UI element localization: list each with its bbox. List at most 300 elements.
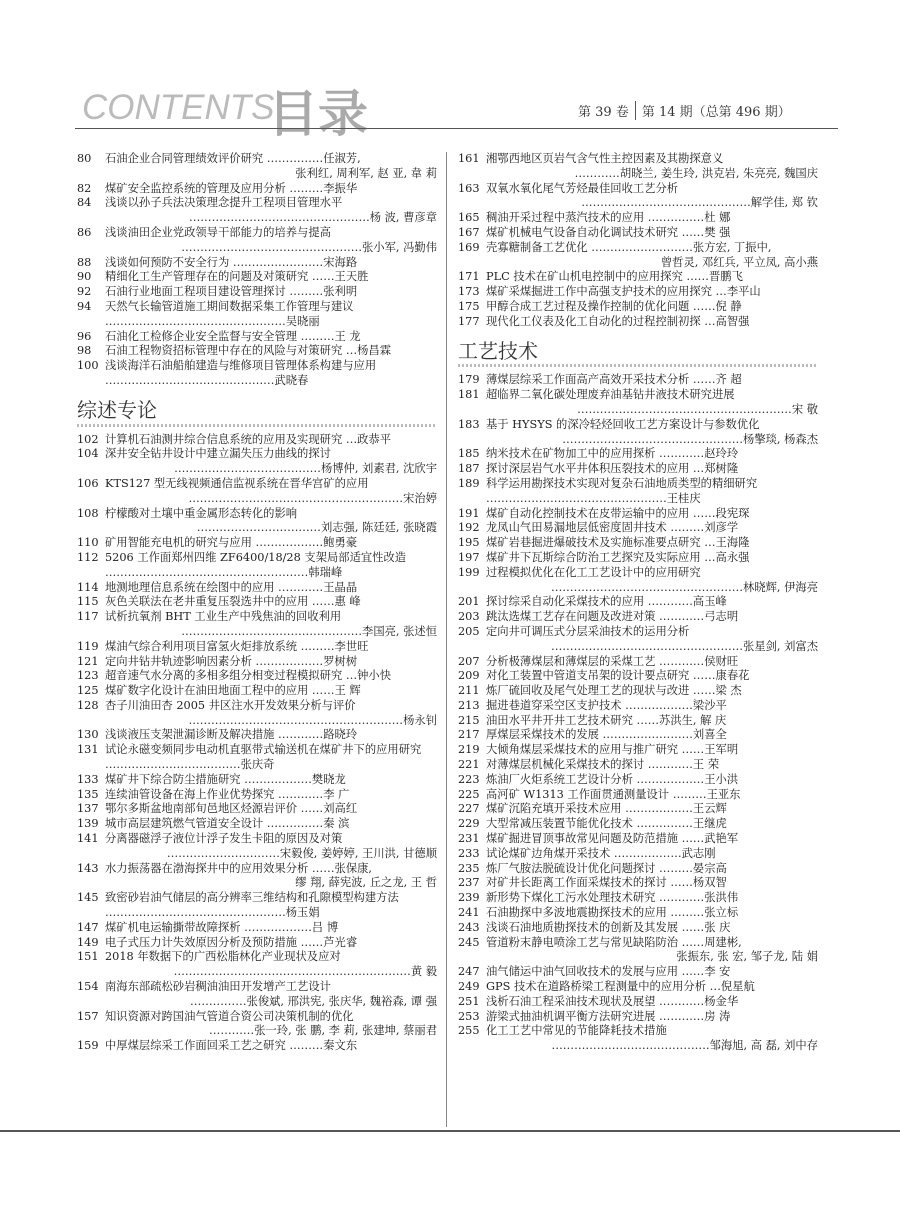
toc-entry[interactable]	[458, 373, 818, 388]
article-title: 过程模拟优化在化工工艺设计中的应用研究	[486, 565, 701, 579]
page-number: 82	[77, 181, 92, 195]
article-authors: ………………………………………………………黄 毅	[173, 965, 437, 979]
toc-entry[interactable]	[77, 152, 437, 182]
toc-entry[interactable]	[458, 418, 818, 448]
toc-entry[interactable]	[77, 610, 437, 640]
page-number: 191	[458, 506, 480, 520]
page-number: 199	[458, 565, 480, 579]
article-title: 管道粉末静电喷涂工艺与常见缺陷防治 ……周建彬,	[486, 935, 742, 949]
toc-entry[interactable]	[77, 699, 437, 729]
article-authors: 张振东, 张 宏, 邹子龙, 陆 娟	[676, 950, 818, 964]
page-number: 131	[77, 743, 99, 757]
page-number: 217	[458, 728, 480, 742]
toc-entry[interactable]	[77, 256, 437, 271]
page-number: 147	[77, 920, 99, 934]
page-number: 205	[458, 624, 480, 638]
page-number: 215	[458, 713, 480, 727]
article-title: 浅谈以孙子兵法决策理念提升工程项目管理水平	[105, 196, 343, 210]
toc-entry[interactable]	[77, 581, 437, 596]
article-title: 大倾角煤层采煤技术的应用与推广研究 ……王军明	[486, 743, 739, 757]
toc-entry[interactable]	[458, 595, 818, 610]
toc-entry[interactable]	[77, 330, 437, 345]
toc-entry[interactable]	[77, 891, 437, 921]
article-authors: ……………张俊斌, 邢洪宪, 张庆华, 魏裕森, 谭 强	[190, 994, 437, 1008]
article-title: 新形势下煤化工污水处理技术研究 …………张洪伟	[486, 891, 739, 905]
article-title: 探讨深层岩气水平井体积压裂技术的应用 …郑树隆	[486, 462, 739, 476]
page-number: 231	[458, 832, 480, 846]
article-title: 掘进巷道穿采空区支护技术 ………………梁沙平	[486, 698, 727, 712]
article-title: 油田水平井开井工艺技术研究 ……苏洪生, 解 庆	[486, 713, 727, 727]
article-title: KTS127 型无线视频通信监视系统在晋华宫矿的应用	[105, 476, 369, 490]
article-title: 试论永磁变频同步电动机直驱带式输送机在煤矿井下的应用研究 ………………………………张庆奇	[105, 743, 422, 772]
toc-entry[interactable]	[458, 743, 818, 758]
article-title: 超音速气水分离的多相多组分相变过程模拟研究 …钟小快	[105, 669, 392, 683]
toc-entry[interactable]	[458, 477, 818, 507]
toc-entry[interactable]	[77, 921, 437, 936]
toc-entry[interactable]	[458, 906, 818, 921]
article-title: 分析极薄煤层和薄煤层的采煤工艺 …………侯财旺	[486, 654, 739, 668]
article-title: 地测地理信息系统在绘图中的应用 …………王晶晶	[105, 580, 358, 594]
toc-entry[interactable]	[77, 728, 437, 743]
page-number: 177	[458, 314, 480, 328]
toc-entry[interactable]	[77, 447, 437, 477]
page-number: 255	[458, 1024, 480, 1038]
toc-entry[interactable]	[77, 1039, 437, 1054]
page-number: 125	[77, 684, 99, 698]
article-title: 煤矿沉陷充填开采技术应用 ………………王云辉	[486, 802, 727, 816]
page-number: 225	[458, 787, 480, 801]
toc-entry[interactable]	[458, 521, 818, 536]
toc-entry[interactable]	[458, 285, 818, 300]
toc-entry[interactable]	[77, 196, 437, 226]
page-number: 137	[77, 802, 99, 816]
page-number: 219	[458, 743, 480, 757]
article-authors: …………………………宋毅俊, 姜婷婷, 王川洪, 甘德顺	[166, 846, 437, 860]
toc-entry[interactable]	[458, 788, 818, 803]
toc-entry[interactable]	[458, 300, 818, 315]
article-title: 城市高层建筑燃气管道安全设计 ……………秦 滨	[105, 817, 350, 831]
page-number: 100	[77, 359, 99, 373]
toc-entry[interactable]	[77, 433, 437, 448]
article-title: 炼油厂火炬系统工艺设计分析 ………………王小洪	[486, 772, 739, 786]
toc-entry[interactable]	[77, 980, 437, 1010]
article-title: 定向井钻井轨迹影响因素分析 ………………罗树树	[105, 654, 358, 668]
article-title: 油气储运中油气回收技术的发展与应用 ……李 安	[486, 965, 731, 979]
article-title: 对化工装置中管道支吊架的设计要点研究 ……康春花	[486, 669, 750, 683]
page-number: 141	[77, 832, 99, 846]
page-number: 84	[77, 196, 92, 210]
article-title: 中厚煤层综采工作面回采工艺之研究 ………秦文东	[105, 1039, 358, 1053]
toc-entry[interactable]	[77, 300, 437, 330]
toc-entry[interactable]	[458, 447, 818, 462]
article-title: GPS 技术在道路桥梁工程测量中的应用分析 …倪星航	[486, 980, 755, 994]
toc-entry[interactable]	[77, 1010, 437, 1040]
page-number: 121	[77, 654, 99, 668]
toc-entry[interactable]	[77, 832, 437, 862]
article-title: 致密砂岩油气储层的高分辨率三维结构和孔隙模型构建方法 …………………………………………杨玉娟	[105, 891, 399, 920]
issue-label: 第 14 期（总第 496 期）	[635, 101, 797, 120]
page-number: 96	[77, 329, 92, 343]
toc-entry[interactable]	[458, 462, 818, 477]
toc-entry[interactable]	[458, 921, 818, 936]
toc-entry[interactable]	[77, 817, 437, 832]
article-title: 定向井可调压式分层采油技术的运用分析	[486, 624, 690, 638]
article-title: 煤矿机电运输撕带故障探析 ………………吕 博	[105, 920, 339, 934]
page-number: 221	[458, 758, 480, 772]
page-number: 179	[458, 373, 480, 387]
toc-entry[interactable]	[458, 699, 818, 714]
page-number: 213	[458, 698, 480, 712]
page-number: 98	[77, 344, 92, 358]
toc-entry[interactable]	[458, 211, 818, 226]
toc-entry[interactable]	[77, 802, 437, 817]
article-title: 精细化工生产管理存在的问题及对策研究 ……王天胜	[105, 270, 369, 284]
toc-entry[interactable]	[458, 728, 818, 743]
toc-entry[interactable]	[458, 1024, 818, 1054]
page-number: 233	[458, 846, 480, 860]
page-number: 201	[458, 595, 480, 609]
article-title: 双氧水氧化尾气芳烃最佳回收工艺分析	[486, 181, 679, 195]
page-number: 192	[458, 521, 480, 535]
page-number: 133	[77, 772, 99, 786]
article-authors: …………………………………杨博仲, 刘素君, 沈欣宇	[174, 462, 437, 476]
toc-entry[interactable]	[458, 625, 818, 655]
page-number: 197	[458, 550, 480, 564]
toc-entry[interactable]	[77, 477, 437, 507]
article-title: 煤矿自动化控制技术在皮带运输中的应用 ……段宪琛	[486, 506, 750, 520]
page-number: 112	[77, 550, 99, 564]
article-title: 鄂尔多斯盆地南部旬邑地区烃源岩评价 ……刘高红	[105, 802, 358, 816]
footer-rule	[0, 1130, 900, 1132]
page-number: 143	[77, 861, 99, 875]
page-number: 189	[458, 476, 480, 490]
page-number: 223	[458, 772, 480, 786]
toc-entry[interactable]	[458, 388, 818, 418]
article-title: 煤矿井下综合防尘措施研究 ………………樊晓龙	[105, 772, 346, 786]
article-authors: …………………………………………………杨永钊	[188, 713, 437, 727]
article-title: 湘鄂西地区页岩气含气性主控因素及其勘探意义	[486, 152, 724, 165]
toc-entry[interactable]	[77, 226, 437, 256]
toc-entry[interactable]	[77, 344, 437, 359]
page-number: 171	[458, 270, 480, 284]
toc-entry[interactable]	[458, 714, 818, 729]
article-title: 5206 工作面郑州四维 ZF6400/18/28 支架局部适宜性改造 ………………………………………………韩瑞峰	[105, 550, 407, 579]
toc-entry[interactable]	[458, 226, 818, 241]
article-title: 深井安全钻井设计中建立漏失压力曲线的探讨	[105, 447, 331, 461]
page-number: 157	[77, 1009, 99, 1023]
article-authors: ……………………………刘志强, 陈廷廷, 张晓霞	[196, 521, 437, 535]
article-title: 薄煤层综采工作面高产高效开采技术分析 ……齐 超	[486, 373, 742, 387]
article-title: 煤矿采煤掘进工作中高强支护技术的应用探究 …李平山	[486, 285, 761, 299]
toc-entry[interactable]	[458, 566, 818, 596]
article-title: 浅谈石油地质勘探技术的创新及其发展 ……张 庆	[486, 920, 731, 934]
page-number: 88	[77, 255, 92, 269]
page-number: 135	[77, 787, 99, 801]
toc-entry[interactable]	[458, 684, 818, 699]
column-divider	[446, 152, 447, 1127]
toc-entry[interactable]	[458, 241, 818, 271]
article-title: 龙凤山气田易漏地层低密度固井技术 ………刘彦学	[486, 521, 739, 535]
toc-entry[interactable]	[458, 862, 818, 877]
toc-entry[interactable]	[77, 684, 437, 699]
toc-entry[interactable]	[458, 773, 818, 788]
article-authors: …………………………………………杨 波, 曹彦章	[188, 211, 437, 225]
page-number: 203	[458, 610, 480, 624]
page-number: 145	[77, 891, 99, 905]
toc-entry[interactable]	[77, 359, 437, 389]
page-number: 175	[458, 299, 480, 313]
page-number: 114	[77, 580, 99, 594]
toc-entry[interactable]	[77, 595, 437, 610]
page-number: 227	[458, 802, 480, 816]
page-number: 115	[77, 595, 99, 609]
page-number: 154	[77, 980, 99, 994]
article-title: 分离器磁浮子液位计浮子发生卡阻的原因及对策	[105, 832, 343, 846]
toc-entry[interactable]	[458, 936, 818, 966]
section-rule	[458, 364, 818, 367]
section-heading	[77, 397, 437, 427]
section-rule	[77, 424, 437, 427]
article-title: 稠油开采过程中蒸汽技术的应用 ……………杜 娜	[486, 211, 731, 225]
page-number: 253	[458, 1009, 480, 1023]
page-number: 110	[77, 536, 99, 550]
article-title: 计算机石油测井综合信息系统的应用及实现研究 …政恭平	[105, 432, 392, 446]
article-title: 炼厂硫回收及尾气处理工艺的现状与改进 ……梁 杰	[486, 684, 742, 698]
article-title: 柠檬酸对土壤中重金属形态转化的影响	[105, 506, 298, 520]
section-heading	[458, 338, 818, 368]
page-number: 108	[77, 506, 99, 520]
article-title: 矿用智能充电机的研究与应用 ………………鲍勇豪	[105, 536, 358, 550]
toc-entry[interactable]	[458, 551, 818, 566]
toc-entry[interactable]	[77, 950, 437, 980]
toc-entry[interactable]	[458, 507, 818, 522]
toc-entry[interactable]	[458, 610, 818, 625]
page-number: 123	[77, 669, 99, 683]
toc-entry[interactable]	[77, 788, 437, 803]
page-number: 181	[458, 388, 480, 402]
page-number: 90	[77, 270, 92, 284]
page-number: 239	[458, 891, 480, 905]
page-number: 94	[77, 299, 92, 313]
article-title: 炼厂气胺法脱硫设计优化问题探讨 ………晏宗高	[486, 861, 727, 875]
article-title: 基于 HYSYS 的深冷轻烃回收工艺方案设计与参数优化	[486, 417, 760, 431]
toc-entry[interactable]	[458, 832, 818, 847]
article-title: 连续油管设备在海上作业优势探究 …………李 广	[105, 787, 350, 801]
toc-entry[interactable]	[458, 270, 818, 285]
toc-entry[interactable]	[77, 285, 437, 300]
article-title: 浅析石油工程采油技术现状及展望 …………杨金华	[486, 994, 739, 1008]
article-title: 煤矿机械电气设备自动化调试技术研究 ……樊 强	[486, 225, 731, 239]
page-number: 128	[77, 698, 99, 712]
article-title: 游梁式抽油机调平衡方法研究进展 …………房 涛	[486, 1009, 731, 1023]
article-authors: …………………………………………杨擎琰, 杨森杰	[562, 432, 818, 446]
article-title: 厚煤层采煤技术的发展 ……………………刘喜全	[486, 728, 727, 742]
toc-entry[interactable]	[458, 891, 818, 906]
article-authors: …………………………………………………宋治婷	[188, 491, 437, 505]
page-number: 161	[458, 152, 480, 165]
article-title: 南海东部疏松砂岩稠油油田开发增产工艺设计	[105, 980, 331, 994]
article-title: 浅谈海洋石油船舶建造与维修项目管理体系构建与应用 ………………………………………武晓春	[105, 359, 377, 387]
article-authors: 张利红, 周利军, 赵 亚, 韋 莉	[295, 166, 437, 180]
article-title: 大型常减压装置节能优化技术 ……………王继虎	[486, 817, 727, 831]
article-title: 杏子川油田杏 2005 井区注水开发效果分析与评价	[105, 698, 356, 712]
article-title: 甲醇合成工艺过程及操作控制的优化问题 ……倪 静	[486, 299, 742, 313]
toc-entry[interactable]	[458, 669, 818, 684]
toc-entry[interactable]	[77, 270, 437, 285]
article-authors: ……………………………………………林晓辉, 伊海亮	[550, 580, 818, 594]
page-number: 163	[458, 181, 480, 195]
article-title: 煤矿岩巷掘进爆破技术及实施标准要点研究 …王海隆	[486, 536, 750, 550]
article-title: 超临界二氧化碳处理废弃油基钻井液技术研究进展	[486, 388, 735, 402]
toc-entry[interactable]	[458, 536, 818, 551]
article-title: 煤矿井下瓦斯综合防治工艺探究及实际应用 …高永强	[486, 550, 750, 564]
section-title: 工艺技术	[458, 338, 538, 363]
page-number: 241	[458, 906, 480, 920]
article-title: 石油化工检修企业安全监督与安全管理 ………王 龙	[105, 329, 361, 343]
article-title: 煤矿安全监控系统的管理及应用分析 ………李振华	[105, 181, 358, 195]
article-authors: 缪 翔, 薛宪波, 丘之龙, 王 哲	[295, 876, 437, 890]
page-number: 249	[458, 980, 480, 994]
page-number: 229	[458, 817, 480, 831]
right-column	[458, 152, 818, 1054]
article-title: 知识资源对跨国油气管道合资公司决策机制的优化	[105, 1009, 354, 1023]
page-number: 86	[77, 225, 92, 239]
toc-entry[interactable]	[77, 773, 437, 788]
page-number: 149	[77, 935, 99, 949]
article-title: 科学运用勘探技术实现对复杂石油地质类型的精细研究 …………………………………………王桂庆	[486, 476, 758, 505]
page-number: 183	[458, 417, 480, 431]
article-authors: 曾哲灵, 邓红兵, 平立凤, 高小燕	[660, 255, 818, 269]
article-title: 灰色关联法在老井重复压裂选井中的应用 ……惠 峰	[105, 595, 361, 609]
page-number: 211	[458, 684, 480, 698]
article-title: 高河矿 W1313 工作面贯通测量设计 ………王亚东	[486, 787, 741, 801]
page-number: 251	[458, 994, 480, 1008]
article-title: 石油行业地面工程项目建设管理探讨 ………张利明	[105, 285, 358, 299]
article-authors: …………张一玲, 张 鹏, 李 莉, 张建坤, 蔡丽君	[209, 1024, 437, 1038]
article-authors: …………胡晓兰, 姜生玲, 洪克岩, 朱亮亮, 魏国庆	[574, 166, 818, 180]
page-number: 195	[458, 536, 480, 550]
toc-entry[interactable]	[77, 669, 437, 684]
page-number: 165	[458, 211, 480, 225]
toc-entry[interactable]	[458, 182, 818, 212]
page-number: 159	[77, 1039, 99, 1053]
toc-entry[interactable]	[458, 1010, 818, 1025]
page-number: 92	[77, 285, 92, 299]
page-number: 80	[77, 152, 92, 165]
page-number: 119	[77, 639, 99, 653]
article-title: PLC 技术在矿山机电控制中的应用探究 ……晋鹏飞	[486, 270, 743, 284]
page-number: 139	[77, 817, 99, 831]
page-number: 167	[458, 225, 480, 239]
article-authors: …………………………………………张小军, 冯勤伟	[181, 240, 437, 254]
page-number: 151	[77, 950, 99, 964]
toc-entry[interactable]	[77, 536, 437, 551]
article-title: 浅谈油田企业党政领导干部能力的培养与提高	[105, 225, 331, 239]
section-title: 综述专论	[77, 397, 157, 422]
toc-entry[interactable]	[458, 315, 818, 330]
toc-entry[interactable]	[458, 758, 818, 773]
page-number: 104	[77, 447, 99, 461]
article-title: 煤矿数字化设计在油田地面工程中的应用 ……王 辉	[105, 684, 361, 698]
page-number: 106	[77, 476, 99, 490]
article-title: 浅谈如何预防不安全行为 ……………………宋海路	[105, 255, 358, 269]
header-rule	[75, 128, 838, 129]
article-title: 2018 年数据下的广西松脂林化产业现状及应对	[105, 950, 341, 964]
toc-entry[interactable]	[77, 655, 437, 670]
toc-entry[interactable]	[458, 817, 818, 832]
article-title: 对薄煤层机械化采煤技术的探讨 …………王 荣	[486, 758, 720, 772]
article-title: 试论煤矿边角煤开采技术 ………………武志刚	[486, 846, 716, 860]
article-title: 跳汰选煤工艺存在问题及改进对策 …………弓志明	[486, 610, 739, 624]
article-title: 石油工程物资招标管理中存在的风险与对策研究 …杨昌霖	[105, 344, 392, 358]
page-number: 235	[458, 861, 480, 875]
page-number: 169	[458, 240, 480, 254]
article-title: 煤油气综合利用项目富氢火炬排放系统 ………李世旺	[105, 639, 369, 653]
article-title: 天然气长输管道施工期间数据采集工作管理与建议 …………………………………………吴晓丽	[105, 299, 354, 328]
toc-entry[interactable]	[77, 640, 437, 655]
toc-entry[interactable]	[77, 743, 437, 773]
page-number: 209	[458, 669, 480, 683]
article-title: 水力振荡器在渤海探井中的应用效果分析 ……张保康,	[105, 861, 373, 875]
page-number: 207	[458, 654, 480, 668]
toc-entry[interactable]	[458, 152, 818, 182]
left-column	[77, 152, 437, 1054]
volume-label: 第 39 卷	[578, 105, 629, 120]
toc-entry[interactable]	[458, 876, 818, 891]
page-number: 237	[458, 876, 480, 890]
page-number: 247	[458, 965, 480, 979]
article-title: 化工工艺中常见的节能降耗技术措施	[486, 1024, 667, 1038]
article-title: 壳寡糖制备工艺优化 ………………………张方宏, 丁振中,	[486, 240, 772, 254]
toc-entry[interactable]	[77, 936, 437, 951]
page-number: 185	[458, 447, 480, 461]
article-authors: ………………………………………解学佳, 郑 钦	[581, 196, 818, 210]
toc-entry[interactable]	[458, 802, 818, 817]
contents-logo-en: CONTENTS	[82, 88, 275, 127]
article-title: 探讨综采自动化采煤技术的应用 …………高玉峰	[486, 595, 727, 609]
toc-entry[interactable]	[458, 847, 818, 862]
toc-entry[interactable]	[458, 965, 818, 980]
article-authors: ……………………………………邹海旭, 高 磊, 刘中存	[551, 1039, 818, 1053]
article-title: 试析抗氧剂 BHT 工业生产中残焦油的回收利用	[105, 610, 342, 624]
toc-entry[interactable]	[458, 655, 818, 670]
toc-entry[interactable]	[77, 551, 437, 581]
toc-entry[interactable]	[77, 862, 437, 892]
page-number: 243	[458, 920, 480, 934]
article-title: 浅谈液压支架泄漏诊断及解决措施 …………路晓玲	[105, 728, 358, 742]
article-title: 石油勘探中多波地震勘探技术的应用 ………张立标	[486, 906, 739, 920]
article-authors: ……………………………………………张星剑, 刘富杰	[550, 639, 818, 653]
article-title: 电子式压力计失效原因分析及预防措施 ……芦光睿	[105, 935, 358, 949]
article-authors: …………………………………………李国亮, 张述恒	[181, 624, 437, 638]
page-number: 130	[77, 728, 99, 742]
article-authors: …………………………………………………宋 敬	[577, 402, 818, 416]
article-title: 现代化工仪表及化工自动化的过程控制初探 …高智强	[486, 314, 750, 328]
article-title: 对矿井长距离工作面采煤技术的探讨 ……杨双智	[486, 876, 727, 890]
page-number: 102	[77, 432, 99, 446]
page-number: 187	[458, 462, 480, 476]
toc-entry[interactable]	[458, 995, 818, 1010]
article-title: 石油企业合同管理绩效评价研究 ……………任淑芳,	[105, 152, 361, 165]
page-number: 245	[458, 935, 480, 949]
page-number: 173	[458, 285, 480, 299]
issue-info	[572, 101, 797, 120]
toc-entry[interactable]	[77, 507, 437, 537]
article-title: 纳米技术在矿物加工中的应用探析 …………赵玲玲	[486, 447, 739, 461]
toc-entry[interactable]	[458, 980, 818, 995]
article-title: 煤矿掘进冒顶事故常见问题及防范措施 ……武艳军	[486, 832, 739, 846]
toc-entry[interactable]	[77, 182, 437, 197]
